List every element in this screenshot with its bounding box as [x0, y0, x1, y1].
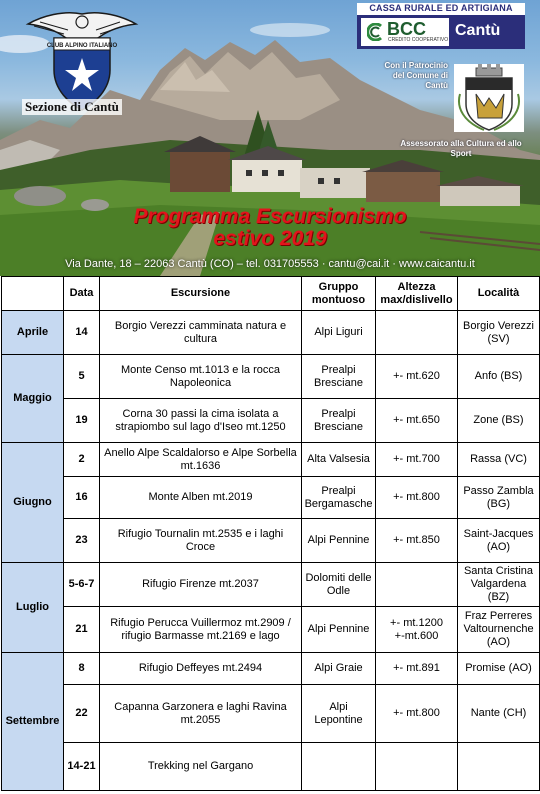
header-group [302, 277, 376, 311]
row-place: Saint-Jacques (AO) [458, 519, 540, 563]
row-date: 8 [64, 653, 100, 685]
bcc-mark-icon [367, 23, 385, 41]
row-group: Prealpi Bresciane [302, 399, 376, 443]
row-group: Alpi Pennine [302, 519, 376, 563]
row-place: Zone (BS) [458, 399, 540, 443]
table-row [2, 563, 540, 607]
row-excursion: Monte Alben mt.2019 [100, 477, 302, 519]
bcc-box [361, 18, 449, 46]
row-altitude: +- mt.891 [376, 653, 458, 685]
coat-of-arms-icon [454, 64, 524, 132]
row-place: Anfo (BS) [458, 355, 540, 399]
program-title [0, 206, 540, 250]
row-date: 14 [64, 311, 100, 355]
row-altitude-line1: +- mt.1200 [390, 616, 443, 629]
row-date: 19 [64, 399, 100, 443]
row-group: Prealpi Bergamasche [302, 477, 376, 519]
row-date: 14-21 [64, 743, 100, 791]
row-altitude [376, 311, 458, 355]
header-group-line1: Gruppo [318, 280, 359, 293]
row-excursion: Corna 30 passi la cima isolata a strapiombo sul lago d'Iseo mt.1250 [100, 399, 302, 443]
table-row [2, 443, 540, 477]
table-row [2, 477, 540, 519]
row-excursion: Capanna Garzonera e laghi Ravina mt.2055 [100, 685, 302, 743]
header-excursion: Escursione [100, 277, 302, 311]
row-date: 2 [64, 443, 100, 477]
row-date: 23 [64, 519, 100, 563]
row-group: Alpi Pennine [302, 607, 376, 653]
row-excursion: Trekking nel Gargano [100, 743, 302, 791]
row-group: Dolomiti delle Odle [302, 563, 376, 607]
row-group: Alpi Lepontine [302, 685, 376, 743]
table-row [2, 607, 540, 653]
month-maggio: Maggio [2, 355, 64, 443]
coat-of-arms [454, 64, 524, 132]
header-photo [0, 0, 540, 276]
table-row [2, 311, 540, 355]
row-place: Santa Cristina Valgardena (BZ) [458, 563, 540, 607]
row-date: 22 [64, 685, 100, 743]
row-group [302, 743, 376, 791]
header-month [2, 277, 64, 311]
month-settembre: Settembre [2, 653, 64, 791]
row-excursion: Monte Censo mt.1013 e la rocca Napoleonica [100, 355, 302, 399]
row-date: 21 [64, 607, 100, 653]
table-row [2, 743, 540, 791]
row-date: 5-6-7 [64, 563, 100, 607]
table-row [2, 355, 540, 399]
row-place [458, 743, 540, 791]
row-group: Alta Valsesia [302, 443, 376, 477]
bcc-city: Cantù [455, 22, 501, 39]
header-altitude-line2: max/dislivello [380, 293, 453, 306]
program-table [1, 276, 540, 791]
row-place: Rassa (VC) [458, 443, 540, 477]
month-luglio: Luglio [2, 563, 64, 653]
table-row [2, 519, 540, 563]
title-line-2: estivo 2019 [213, 227, 327, 250]
row-excursion: Rifugio Perucca Vuillermoz mt.2909 / rifugio Barmasse mt.2169 e lago [100, 607, 302, 653]
row-excursion: Rifugio Firenze mt.2037 [100, 563, 302, 607]
row-altitude: +- mt.800 [376, 477, 458, 519]
header-altitude-line1: Altezza [397, 280, 436, 293]
row-altitude: +- mt.650 [376, 399, 458, 443]
month-aprile: Aprile [2, 311, 64, 355]
row-date: 5 [64, 355, 100, 399]
row-group: Prealpi Bresciane [302, 355, 376, 399]
row-excursion: Rifugio Deffeyes mt.2494 [100, 653, 302, 685]
bcc-sub: CREDITO COOPERATIVO [388, 37, 449, 43]
bcc-top-text: CASSA RURALE ED ARTIGIANA [369, 3, 513, 13]
patrocinio-text: Con il Patrocinio del Comune di Cantù [384, 61, 448, 90]
row-excursion: Anello Alpe Scaldalorso e Alpe Sorbella mt.1636 [100, 443, 302, 477]
table-row [2, 653, 540, 685]
row-date: 16 [64, 477, 100, 519]
row-excursion: Rifugio Tournalin mt.2535 e i laghi Croce [100, 519, 302, 563]
header-group-line2: montuoso [311, 293, 366, 306]
sezione-label: Sezione di Cantù [22, 99, 122, 115]
row-place: Passo Zambla (BG) [458, 477, 540, 519]
contact-address: Via Dante, 18 – 22063 Cantù (CO) – tel. 031705553 · cantu@cai.it · www.caicantu.it [65, 258, 475, 270]
header-date: Data [64, 277, 100, 311]
row-place: Fraz Perreres Valtournenche (AO) [458, 607, 540, 653]
row-altitude [376, 743, 458, 791]
row-place: Nante (CH) [458, 685, 540, 743]
row-excursion: Borgio Verezzi camminata natura e cultura [100, 311, 302, 355]
row-altitude [376, 607, 458, 653]
row-altitude: +- mt.850 [376, 519, 458, 563]
month-giugno: Giugno [2, 443, 64, 563]
title-line-1: Programma Escursionismo [133, 205, 407, 228]
table-header-row [2, 277, 540, 311]
bcc-word: BCC [387, 19, 426, 39]
assessorato-text: Assessorato alla Cultura ed allo Sport [400, 139, 522, 158]
cai-logo-text: CLUB ALPINO ITALIANO [46, 43, 118, 49]
row-altitude: +- mt.800 [376, 685, 458, 743]
row-place: Borgio Verezzi (SV) [458, 311, 540, 355]
table-row [2, 685, 540, 743]
row-group: Alpi Liguri [302, 311, 376, 355]
bcc-logo [357, 3, 525, 49]
row-altitude [376, 563, 458, 607]
header-place: Località [458, 277, 540, 311]
row-place: Promise (AO) [458, 653, 540, 685]
bcc-bar [357, 15, 525, 49]
row-altitude: +- mt.620 [376, 355, 458, 399]
row-group: Alpi Graie [302, 653, 376, 685]
header-altitude [376, 277, 458, 311]
table-row [2, 399, 540, 443]
row-altitude: +- mt.700 [376, 443, 458, 477]
row-altitude-line2: +-mt.600 [394, 629, 439, 642]
